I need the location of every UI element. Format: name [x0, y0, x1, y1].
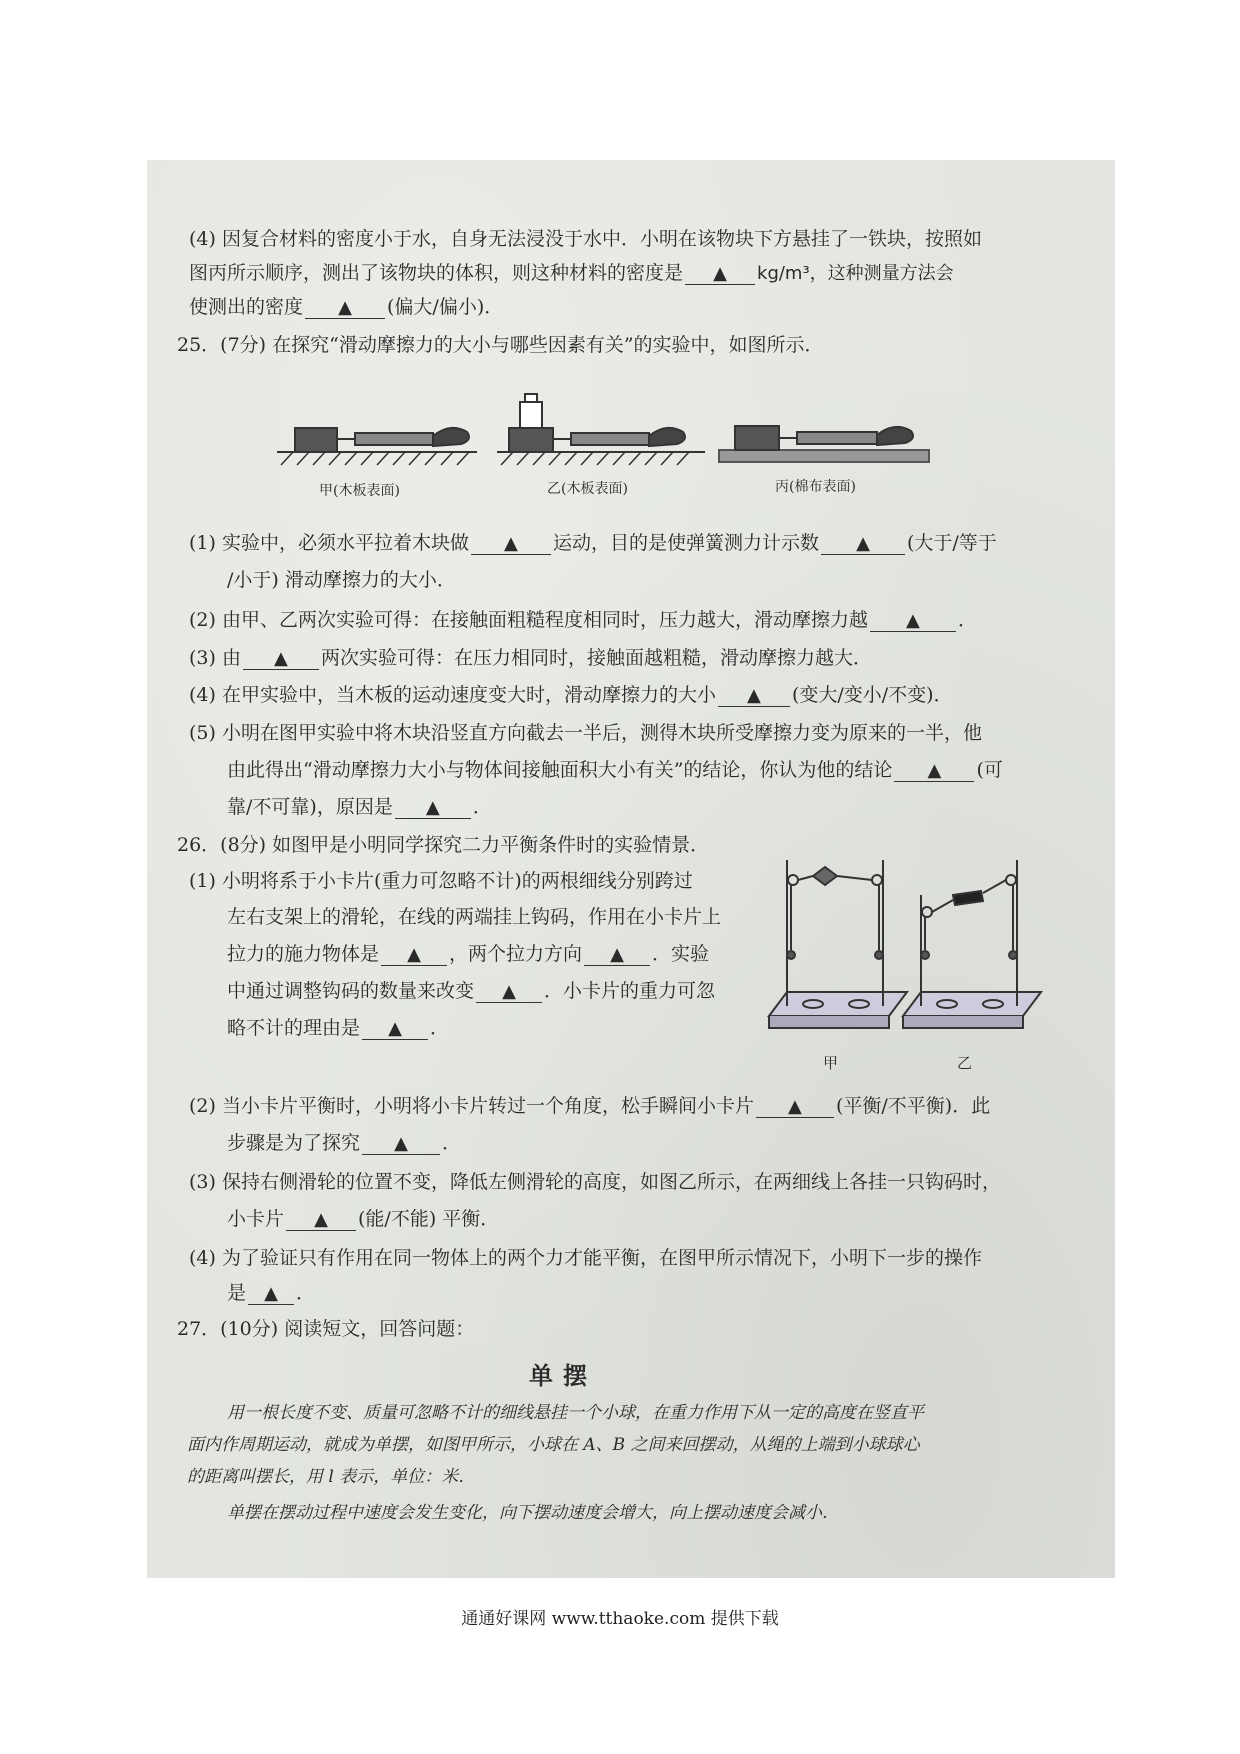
q26-part4-line1: (4) 为了验证只有作用在同一物体上的两个力才能平衡，在图甲所示情况下，小明下一步的操作 — [189, 1247, 982, 1269]
q25-header: 25．(7分) 在探究“滑动摩擦力的大小与哪些因素有关”的实验中，如图所示． — [177, 334, 824, 356]
q25-part2: (2) 由甲、乙两次实验可得：在接触面粗糙程度相同时，压力越大，滑动摩擦力越 ▲ ． — [189, 609, 977, 631]
figure-caption-yi: 乙(木板表面) — [547, 481, 628, 497]
q26-part1-line4: 中通过调整钩码的数量来改变 ▲ ．小卡片的重力可忽 — [227, 980, 716, 1002]
q25-part4: (4) 在甲实验中，当木板的运动速度变大时，滑动摩擦力的大小 ▲ (变大/变小/不变)． — [189, 684, 953, 706]
q25-part1-line2: /小于) 滑动摩擦力的大小． — [227, 569, 456, 591]
q26-part3-line2: 小卡片 ▲ (能/不能) 平衡． — [227, 1208, 500, 1230]
answer-blank[interactable]: ▲ — [821, 533, 905, 555]
reading-para1-line2: 面内作周期运动，就成为单摆，如图甲所示，小球在 A、B 之间来回摆动，从绳的上端到小球球心 — [187, 1435, 920, 1455]
q26-header: 26．(8分) 如图甲是小明同学探究二力平衡条件时的实验情景． — [177, 834, 710, 856]
balance-apparatus-figure — [147, 160, 1115, 1060]
q26-part4-line2: 是 ▲ ． — [227, 1282, 316, 1304]
q25-part5-line3: 靠/不可靠)，原因是 ▲ ． — [227, 796, 492, 818]
answer-blank[interactable]: ▲ — [305, 297, 385, 319]
answer-blank[interactable]: ▲ — [362, 1018, 428, 1040]
answer-blank[interactable]: ▲ — [286, 1209, 356, 1231]
apparatus-caption-jia: 甲 — [823, 1054, 839, 1072]
footer-source: 通通好课网 www.tthaoke.com 提供下载 — [461, 1609, 779, 1629]
reading-para2-line1: 单摆在摆动过程中速度会发生变化，向下摆动速度会增大，向上摆动速度会减小． — [227, 1503, 839, 1523]
answer-blank[interactable]: ▲ — [476, 981, 542, 1003]
apparatus-jia — [769, 860, 907, 1028]
answer-blank[interactable]: ▲ — [756, 1096, 834, 1118]
apparatus-yi — [903, 860, 1041, 1028]
q24-part4-line2: 图丙所示顺序，测出了该物块的体积，则这种材料的密度是 ▲ kg/m³，这种测量方法会 — [189, 262, 954, 284]
figure-caption-jia: 甲(木板表面) — [319, 483, 400, 499]
answer-blank[interactable]: ▲ — [381, 944, 447, 966]
answer-blank[interactable]: ▲ — [248, 1283, 294, 1305]
q26-part1-line1: (1) 小明将系于小卡片(重力可忽略不计)的两根细线分别跨过 — [189, 870, 693, 892]
q25-part5-line1: (5) 小明在图甲实验中将木块沿竖直方向截去一半后，测得木块所受摩擦力变为原来的一半，他 — [189, 722, 982, 744]
q25-part1-line1: (1) 实验中，必须水平拉着木块做 ▲ 运动，目的是使弹簧测力计示数 ▲ (大于/等于 — [189, 532, 997, 554]
scanned-exam-page — [147, 160, 1115, 1578]
q26-part1-line2: 左右支架上的滑轮，在线的两端挂上钩码，作用在小卡片上 — [227, 906, 722, 928]
q25-part3: (3) 由 ▲ 两次实验可得：在压力相同时，接触面越粗糙，滑动摩擦力越大． — [189, 647, 872, 669]
reading-title: 单摆 — [529, 1361, 597, 1390]
q26-part1-line3: 拉力的施力物体是 ▲ ，两个拉力方向 ▲ ．实验 — [227, 943, 710, 965]
answer-blank[interactable]: ▲ — [685, 263, 755, 285]
q26-part3-line1: (3) 保持右侧滑轮的位置不变，降低左侧滑轮的高度，如图乙所示，在两细线上各挂一只钩码时， — [189, 1171, 1001, 1193]
answer-blank[interactable]: ▲ — [243, 648, 319, 670]
answer-blank[interactable]: ▲ — [718, 685, 790, 707]
answer-blank[interactable]: ▲ — [894, 760, 974, 782]
figure-caption-bing: 丙(棉布表面) — [775, 479, 856, 495]
q25-part5-line2: 由此得出“滑动摩擦力大小与物体间接触面积大小有关”的结论，你认为他的结论 ▲ (可 — [227, 759, 1003, 781]
apparatus-caption-yi: 乙 — [957, 1054, 973, 1072]
q26-part2-line2: 步骤是为了探究 ▲ ． — [227, 1132, 462, 1154]
q24-part4-line3: 使测出的密度 ▲ (偏大/偏小)． — [189, 296, 504, 318]
answer-blank[interactable]: ▲ — [584, 944, 650, 966]
q27-header: 27．(10分) 阅读短文，回答问题： — [177, 1318, 475, 1340]
q26-part1-line5: 略不计的理由是 ▲ ． — [227, 1017, 450, 1039]
answer-blank[interactable]: ▲ — [870, 610, 956, 632]
q26-part2-line1: (2) 当小卡片平衡时，小明将小卡片转过一个角度，松手瞬间小卡片 ▲ (平衡/不平衡)．此 — [189, 1095, 991, 1117]
answer-blank[interactable]: ▲ — [471, 533, 551, 555]
answer-blank[interactable]: ▲ — [395, 797, 471, 819]
reading-para1-line1: 用一根长度不变、质量可忽略不计的细线悬挂一个小球，在重力作用下从一定的高度在竖直平 — [227, 1403, 924, 1423]
answer-blank[interactable]: ▲ — [362, 1133, 440, 1155]
q24-part4-line1: (4) 因复合材料的密度小于水，自身无法浸没于水中．小明在该物块下方悬挂了一铁块，按照如 — [189, 228, 982, 250]
reading-para1-line3: 的距离叫摆长，用 l 表示，单位：米． — [187, 1467, 476, 1487]
